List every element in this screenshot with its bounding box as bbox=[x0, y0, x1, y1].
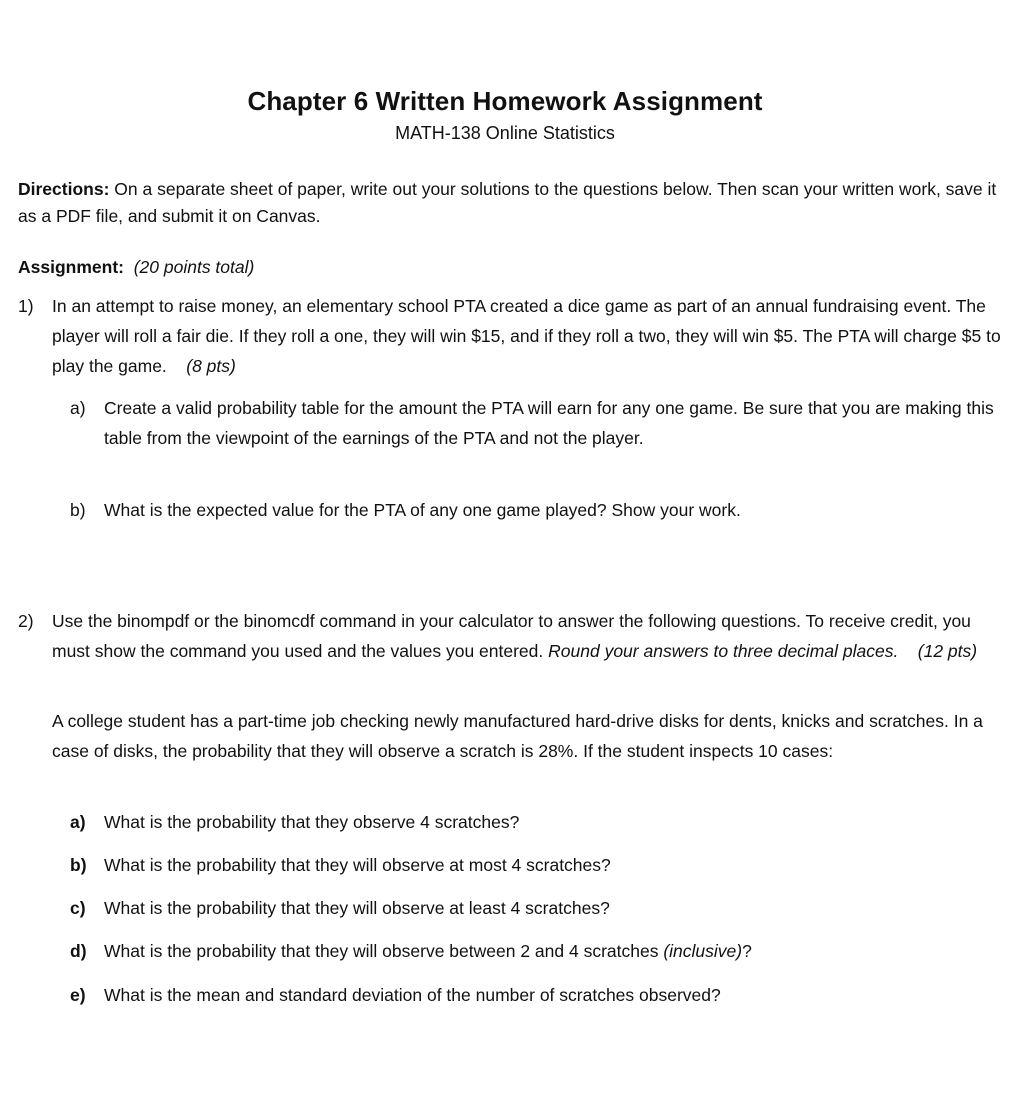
assignment-points: (20 points total) bbox=[133, 257, 255, 277]
question-2-number: 2) bbox=[18, 611, 34, 631]
page-title: Chapter 6 Written Homework Assignment bbox=[247, 86, 763, 116]
question-2c-text: What is the probability that they will observe at least 4 scratches? bbox=[104, 898, 610, 918]
question-2e-letter: e) bbox=[70, 985, 86, 1005]
question-1a-text: Create a valid probability table for the amount the PTA will earn for any one game. Be sure that you are making this table from the viewpoint of the earnings of the PTA and not the player. bbox=[104, 398, 994, 448]
question-2a-letter: a) bbox=[70, 812, 86, 832]
question-2a-text: What is the probability that they observe 4 scratches? bbox=[104, 812, 520, 832]
page-subtitle: MATH-138 Online Statistics bbox=[395, 123, 615, 143]
question-2d-text bbox=[104, 936, 1004, 966]
question-1-points: (8 pts) bbox=[186, 356, 236, 376]
assignment-label: Assignment: bbox=[18, 257, 124, 277]
question-2b-letter: b) bbox=[70, 855, 87, 875]
question-2-text bbox=[52, 606, 1002, 666]
question-2-body: Use the binompdf or the binomcdf command in your calculator to answer the following questions. To receive credit, you must show the command you used and the values you entered. bbox=[52, 611, 971, 661]
directions-text: On a separate sheet of paper, write out your solutions to the questions below. Then scan your written work, save it as a PDF file, and submit it on Canvas. bbox=[18, 179, 997, 226]
question-2c-letter: c) bbox=[70, 898, 86, 918]
directions-label: Directions: bbox=[18, 179, 110, 199]
question-1-number: 1) bbox=[18, 296, 34, 316]
question-2-points: (12 pts) bbox=[917, 641, 978, 661]
question-2-scenario: A college student has a part-time job checking newly manufactured hard-drive disks for dents, knicks and scratches. In a case of disks, the probability that they will observe a scratch is 28%. If the student inspects 10 cases: bbox=[52, 711, 983, 761]
question-1-body: In an attempt to raise money, an elementary school PTA created a dice game as part of an annual fundraising event. The player will roll a fair die. If they roll a one, they will win $15, and if they roll a two, they will win $5. The PTA will charge $5 to play the game. bbox=[52, 296, 1001, 376]
assignment-heading bbox=[18, 254, 1008, 281]
question-2-instruction: Round your answers to three decimal places. bbox=[548, 641, 899, 661]
question-1b-text: What is the expected value for the PTA of any one game played? Show your work. bbox=[104, 500, 741, 520]
question-2d-body: What is the probability that they will observe between 2 and 4 scratches bbox=[104, 941, 659, 961]
question-2b-text: What is the probability that they will observe at most 4 scratches? bbox=[104, 855, 611, 875]
question-2d-inclusive: (inclusive) bbox=[663, 941, 743, 961]
question-2e-text: What is the mean and standard deviation of the number of scratches observed? bbox=[104, 985, 721, 1005]
question-2d-letter: d) bbox=[70, 941, 87, 961]
question-1b-letter: b) bbox=[70, 500, 86, 520]
question-2d-end: ? bbox=[742, 941, 752, 961]
directions-paragraph bbox=[18, 176, 1008, 230]
question-1-text bbox=[52, 291, 1002, 381]
question-1a-letter: a) bbox=[70, 398, 86, 418]
